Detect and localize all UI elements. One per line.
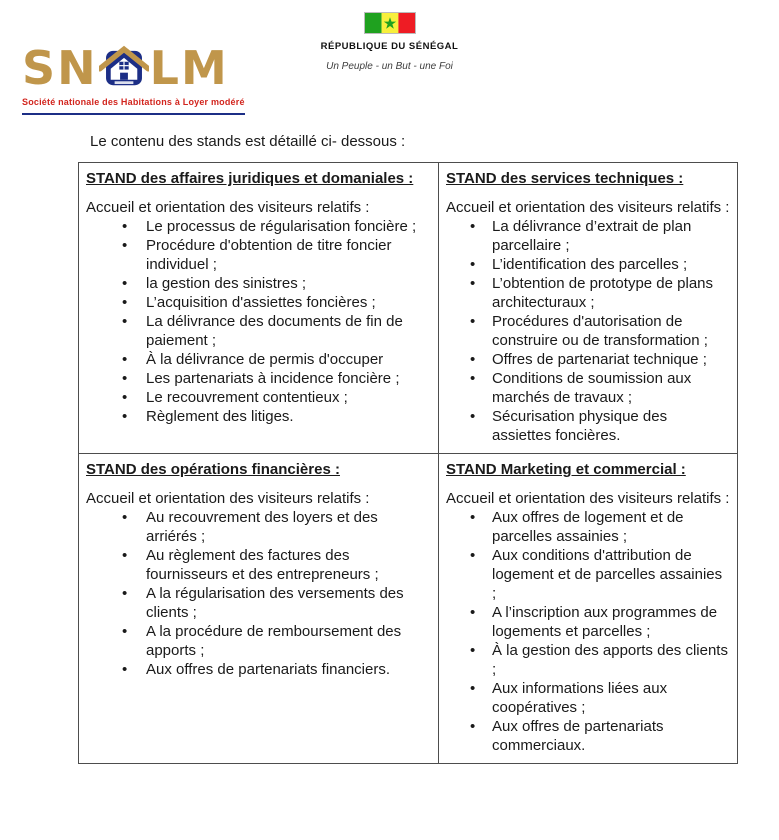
country-name: RÉPUBLIQUE DU SÉNÉGAL	[320, 41, 459, 52]
bullet-text: Conditions de soumission aux marchés de travaux ;	[492, 370, 692, 406]
country-motto: Un Peuple - un But - une Foi	[326, 61, 453, 72]
bullet-item	[122, 584, 431, 622]
snhlm-logo	[22, 41, 245, 115]
document-header	[0, 0, 779, 122]
bullet-icon: •	[470, 604, 476, 621]
bullet-icon: •	[470, 370, 476, 387]
bullet-item	[470, 717, 730, 755]
bullet-icon: •	[470, 275, 476, 292]
bullet-item	[470, 274, 730, 312]
bullet-text: La délivrance d’extrait de plan parcellaire ;	[492, 218, 692, 254]
bullet-text: Procédures d'autorisation de construire ou de transformation ;	[492, 313, 708, 349]
snhlm-letters-left: SN	[22, 41, 98, 95]
bullet-item	[122, 236, 431, 274]
bullet-icon: •	[122, 237, 128, 254]
bullet-item	[470, 255, 730, 274]
bullet-icon: •	[470, 642, 476, 659]
bullet-icon: •	[470, 680, 476, 697]
bullet-text: Aux offres de logement et de parcelles assainies ;	[492, 509, 684, 545]
bullet-item	[122, 369, 431, 388]
bullet-text: la gestion des sinistres ;	[146, 275, 307, 292]
stand-title: STAND des services techniques :	[446, 170, 684, 187]
bullet-item	[122, 293, 431, 312]
stand-bullet-list	[86, 217, 431, 426]
snhlm-letters-right: LM	[149, 41, 229, 95]
bullet-icon: •	[470, 313, 476, 330]
bullet-text: Aux offres de partenariats commerciaux.	[492, 718, 664, 754]
stand-cell-operations-financieres	[79, 454, 439, 764]
bullet-icon: •	[470, 218, 476, 235]
bullet-item	[470, 679, 730, 717]
snhlm-house-icon	[99, 44, 149, 92]
bullet-text: A la régularisation des versements des clients ;	[146, 585, 404, 621]
bullet-item	[122, 508, 431, 546]
intro-text: Le contenu des stands est détaillé ci- dessous :	[90, 133, 406, 150]
bullet-icon: •	[470, 408, 476, 425]
bullet-item	[122, 350, 431, 369]
stand-intro: Accueil et orientation des visiteurs relatifs :	[446, 490, 730, 507]
bullet-item	[122, 407, 431, 426]
stand-bullet-list	[446, 508, 730, 755]
bullet-text: L’identification des parcelles ;	[492, 256, 688, 273]
stand-cell-services-techniques	[439, 163, 738, 454]
bullet-icon: •	[122, 294, 128, 311]
stand-title: STAND Marketing et commercial :	[446, 461, 686, 478]
bullet-text: Aux conditions d'attribution de logement et de parcelles assainies ;	[492, 547, 723, 602]
bullet-icon: •	[122, 661, 128, 678]
bullet-icon: •	[470, 351, 476, 368]
bullet-text: L’obtention de prototype de plans architecturaux ;	[492, 275, 714, 311]
bullet-icon: •	[122, 351, 128, 368]
bullet-text: Offres de partenariat technique ;	[492, 351, 707, 368]
bullet-item	[122, 217, 431, 236]
bullet-icon: •	[470, 256, 476, 273]
bullet-icon: •	[122, 218, 128, 235]
stand-cell-affaires-juridiques	[79, 163, 439, 454]
stand-intro: Accueil et orientation des visiteurs relatifs :	[86, 199, 370, 216]
snhlm-tagline: Société nationale des Habitations à Loyer modéré	[22, 93, 245, 115]
bullet-text: Procédure d'obtention de titre foncier individuel ;	[146, 237, 392, 273]
stand-intro: Accueil et orientation des visiteurs relatifs :	[446, 199, 730, 216]
bullet-icon: •	[122, 547, 128, 564]
bullet-item	[470, 641, 730, 679]
bullet-icon: •	[122, 408, 128, 425]
bullet-text: À la délivrance de permis d'occuper	[146, 351, 384, 368]
bullet-text: Au règlement des factures des fournisseurs et des entrepreneurs ;	[146, 547, 379, 583]
bullet-text: A la procédure de remboursement des apports ;	[146, 623, 402, 659]
bullet-icon: •	[470, 718, 476, 735]
bullet-item	[122, 546, 431, 584]
stand-title: STAND des affaires juridiques et domaniales :	[86, 170, 414, 187]
stand-bullet-list	[86, 508, 431, 679]
bullet-item	[470, 369, 730, 407]
stand-cell-marketing-commercial	[439, 454, 738, 764]
bullet-item	[470, 217, 730, 255]
bullet-text: A l’inscription aux programmes de logements et parcelles ;	[492, 604, 718, 640]
bullet-text: La délivrance des documents de fin de paiement ;	[146, 313, 403, 349]
bullet-item	[470, 603, 730, 641]
bullet-icon: •	[122, 623, 128, 640]
bullet-text: Sécurisation physique des assiettes foncières.	[492, 408, 668, 444]
bullet-item	[470, 407, 730, 445]
bullet-icon: •	[122, 313, 128, 330]
bullet-item	[470, 508, 730, 546]
bullet-text: Les partenariats à incidence foncière ;	[146, 370, 400, 387]
bullet-text: À la gestion des apports des clients ;	[492, 642, 728, 678]
bullet-item	[122, 622, 431, 660]
stand-intro: Accueil et orientation des visiteurs relatifs :	[86, 490, 370, 507]
bullet-text: Au recouvrement des loyers et des arriérés ;	[146, 509, 378, 545]
stand-title: STAND des opérations financières :	[86, 461, 340, 478]
bullet-icon: •	[470, 547, 476, 564]
bullet-item	[122, 388, 431, 407]
bullet-text: L’acquisition d'assiettes foncières ;	[146, 294, 376, 311]
senegal-flag-icon	[364, 12, 416, 34]
bullet-icon: •	[122, 275, 128, 292]
bullet-text: Le recouvrement contentieux ;	[146, 389, 348, 406]
bullet-item	[470, 312, 730, 350]
stands-table	[78, 162, 738, 764]
bullet-item	[470, 546, 730, 603]
bullet-item	[122, 274, 431, 293]
bullet-text: Le processus de régularisation foncière ;	[146, 218, 417, 235]
bullet-icon: •	[122, 585, 128, 602]
bullet-text: Règlement des litiges.	[146, 408, 294, 425]
snhlm-acronym	[22, 41, 245, 95]
bullet-icon: •	[122, 509, 128, 526]
stand-bullet-list	[446, 217, 730, 445]
bullet-icon: •	[470, 509, 476, 526]
bullet-icon: •	[122, 370, 128, 387]
senegal-emblem	[270, 12, 510, 76]
bullet-item	[122, 312, 431, 350]
bullet-item	[122, 660, 431, 679]
bullet-icon: •	[122, 389, 128, 406]
bullet-text: Aux informations liées aux coopératives ;	[492, 680, 668, 716]
bullet-text: Aux offres de partenariats financiers.	[146, 661, 391, 678]
bullet-item	[470, 350, 730, 369]
